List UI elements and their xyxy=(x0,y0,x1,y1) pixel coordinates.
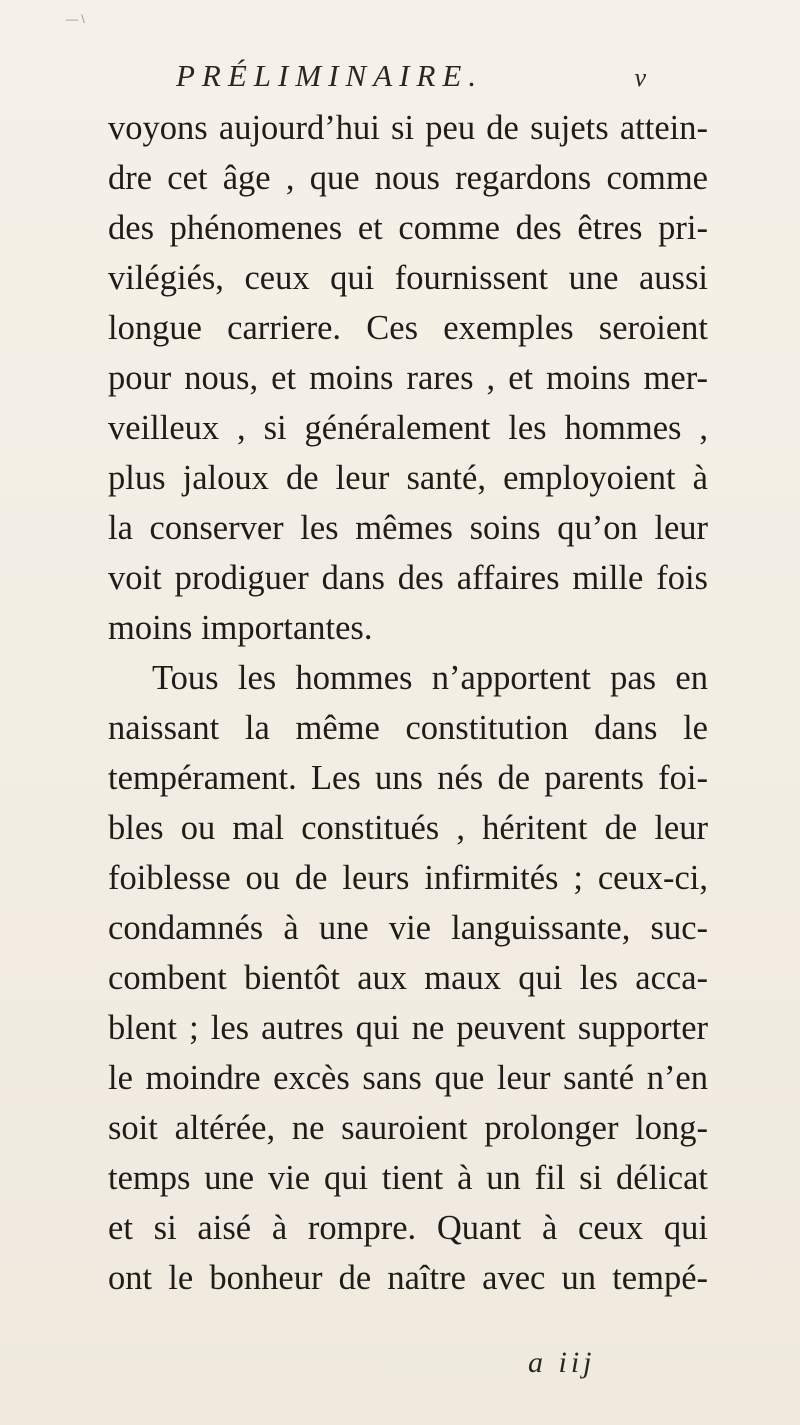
text-line: bles ou mal constitués , héritent de leur xyxy=(108,809,708,847)
text-line: longue carriere. Ces exemples seroient xyxy=(108,309,708,347)
page-header xyxy=(176,58,646,98)
text-line: la conserver les mêmes soins qu’on leur xyxy=(108,509,708,547)
text-line: condamnés à une vie languissante, suc- xyxy=(108,909,708,947)
text-line: dre cet âge , que nous regardons comme xyxy=(108,159,708,197)
text-line: combent bientôt aux maux qui les acca- xyxy=(108,959,708,997)
text-line: tempérament. Les uns nés de parents foi- xyxy=(108,759,708,797)
text-line: voyons aujourd’hui si peu de sujets attein- xyxy=(108,109,708,147)
top-mark: — \ xyxy=(66,12,85,26)
text-line: et si aisé à rompre. Quant à ceux qui xyxy=(108,1209,708,1247)
text-line: plus jaloux de leur santé, employoient à xyxy=(108,459,708,497)
running-title: PRÉLIMINAIRE. xyxy=(176,58,484,93)
text-line: naissant la même constitution dans le xyxy=(108,709,708,747)
text-line: ont le bonheur de naître avec un tempé- xyxy=(108,1259,708,1297)
text-line: veilleux , si généralement les hommes , xyxy=(108,409,708,447)
text-line: foiblesse ou de leurs infirmités ; ceux-ci, xyxy=(108,859,708,897)
text-line: des phénomenes et comme des êtres pri- xyxy=(108,209,708,247)
text-line: moins importantes. xyxy=(108,609,373,647)
text-line: blent ; les autres qui ne peuvent supporter xyxy=(108,1009,708,1047)
signature-mark: a iij xyxy=(528,1346,596,1379)
text-line: vilégiés, ceux qui fournissent une aussi xyxy=(108,259,708,297)
text-line: le moindre excès sans que leur santé n’en xyxy=(108,1059,708,1097)
text-line: voit prodiguer dans des affaires mille fois xyxy=(108,559,708,597)
page-number: v xyxy=(634,63,646,92)
body-text xyxy=(108,103,708,1303)
text-line: temps une vie qui tient à un fil si délicat xyxy=(108,1159,708,1197)
text-line: soit altérée, ne sauroient prolonger long- xyxy=(108,1109,708,1147)
paragraph-start-line: Tous les hommes n’apportent pas en xyxy=(152,659,708,697)
text-line: pour nous, et moins rares , et moins mer- xyxy=(108,359,708,397)
